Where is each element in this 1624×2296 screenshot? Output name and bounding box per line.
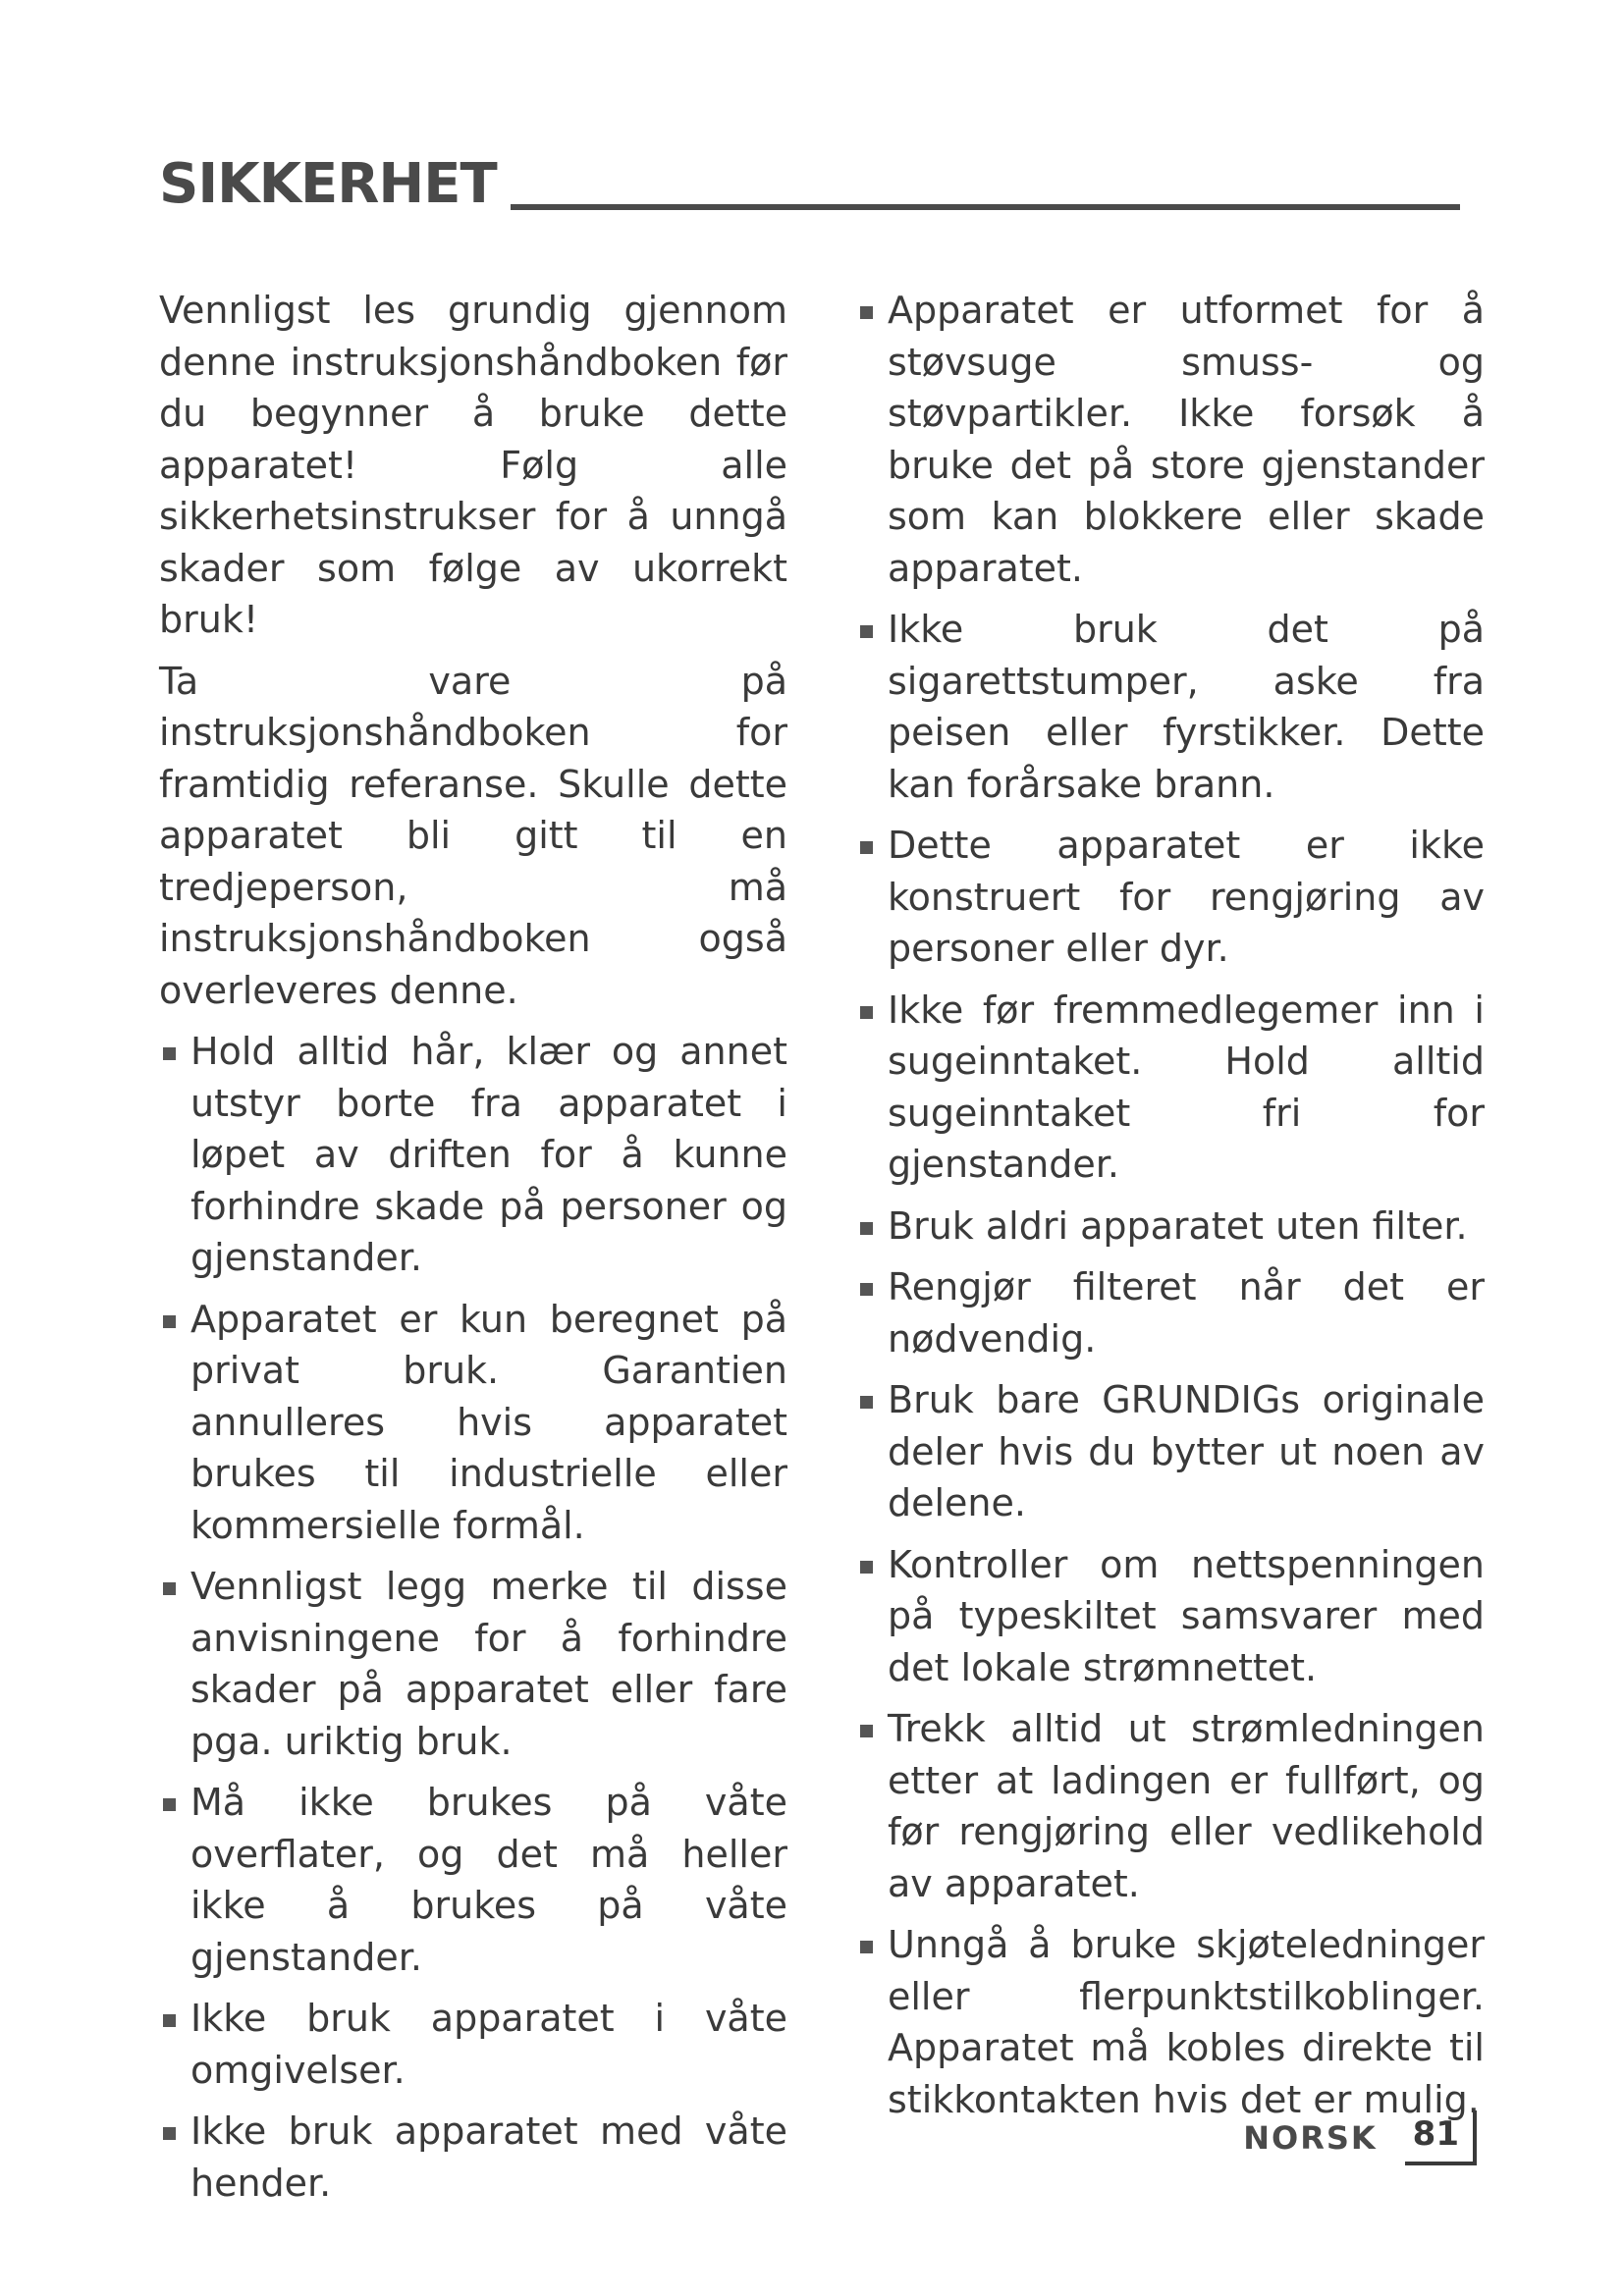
bullet-square-icon bbox=[163, 1315, 176, 1328]
intro-paragraph: Vennligst les grundig gjennom denne instruksjonshåndboken før du begynner å bruke dette apparatet! Følg alle sikkerhetsinstrukser for å unngå skader som følge av ukorrekt bruk! bbox=[159, 289, 787, 641]
list-item-text: Ikke bruk apparatet i våte omgivelser. bbox=[190, 1997, 787, 2092]
bullet-square-icon bbox=[860, 306, 873, 319]
bullet-square-icon bbox=[163, 1582, 176, 1595]
list-item bbox=[856, 820, 1485, 975]
list-item bbox=[159, 1561, 787, 1767]
list-item-text: Unngå å bruke skjøteledninger eller flerpunktstilkoblinger. Apparatet må kobles direkte til stikkontakten hvis det er mulig. bbox=[888, 1923, 1485, 2121]
bullet-square-icon bbox=[860, 1725, 873, 1737]
list-item bbox=[856, 1703, 1485, 1909]
list-item bbox=[159, 2106, 787, 2209]
list-item bbox=[856, 604, 1485, 810]
list-item-text: Vennligst legg merke til disse anvisningene for å forhindre skader på apparatet eller fare pga. uriktig bruk. bbox=[190, 1565, 787, 1763]
page-title: SIKKERHET bbox=[159, 152, 497, 216]
intro-paragraph: Ta vare på instruksjonshåndboken for framtidig referanse. Skulle dette apparatet bli gitt til en tredjeperson, må instruksjonshåndboken også overleveres denne. bbox=[159, 659, 787, 1012]
heading-rule bbox=[511, 204, 1460, 210]
bullet-square-icon bbox=[860, 1561, 873, 1574]
list-item-text: Trekk alltid ut strømledningen etter at ladingen er fullført, og før rengjøring eller vedlikehold av apparatet. bbox=[888, 1707, 1485, 1905]
list-item-text: Bruk bare GRUNDIGs originale deler hvis du bytter ut noen av delene. bbox=[888, 1378, 1485, 1524]
list-item-text: Apparatet er utformet for å støvsuge smuss- og støvpartikler. Ikke forsøk å bruke det på store gjenstander som kan blokkere eller skade apparatet. bbox=[888, 289, 1485, 590]
list-item bbox=[159, 1993, 787, 2096]
list-item bbox=[856, 1919, 1485, 2125]
safety-list-right bbox=[856, 285, 1485, 2125]
footer-language: NORSK bbox=[1243, 2119, 1378, 2158]
list-item-text: Må ikke brukes på våte overflater, og det må heller ikke å brukes på våte gjenstander. bbox=[190, 1781, 787, 1979]
list-item bbox=[159, 1026, 787, 1284]
page-footer bbox=[1243, 2110, 1477, 2165]
list-item-text: Ikke bruk det på sigarettstumper, aske fra peisen eller fyrstikker. Dette kan forårsake brann. bbox=[888, 608, 1485, 806]
safety-list-left bbox=[159, 1026, 787, 2209]
section-heading bbox=[159, 152, 1460, 216]
bullet-square-icon bbox=[163, 1798, 176, 1811]
list-item-text: Ikke før fremmedlegemer inn i sugeinntaket. Hold alltid sugeinntaket fri for gjenstander. bbox=[888, 988, 1485, 1186]
bullet-square-icon bbox=[860, 1222, 873, 1235]
list-item-text: Rengjør filteret når det er nødvendig. bbox=[888, 1265, 1485, 1361]
bullet-square-icon bbox=[860, 1941, 873, 1953]
bullet-square-icon bbox=[860, 841, 873, 854]
page-number: 81 bbox=[1405, 2110, 1477, 2165]
right-column bbox=[856, 285, 1485, 2135]
bullet-square-icon bbox=[860, 1283, 873, 1296]
bullet-square-icon bbox=[163, 2014, 176, 2027]
bullet-square-icon bbox=[163, 2127, 176, 2140]
list-item bbox=[856, 285, 1485, 594]
list-item bbox=[856, 1201, 1485, 1253]
list-item-text: Hold alltid hår, klær og annet utstyr borte fra apparatet i løpet av driften for å kunne forhindre skade på personer og gjenstander. bbox=[190, 1030, 787, 1279]
list-item bbox=[856, 1539, 1485, 1694]
list-item bbox=[159, 1294, 787, 1552]
bullet-square-icon bbox=[163, 1047, 176, 1060]
list-item-text: Apparatet er kun beregnet på privat bruk. Garantien annulleres hvis apparatet brukes til industrielle eller kommersielle formål. bbox=[190, 1297, 787, 1547]
list-item-text: Dette apparatet er ikke konstruert for rengjøring av personer eller dyr. bbox=[888, 824, 1485, 970]
left-column bbox=[159, 285, 787, 2218]
list-item bbox=[159, 1777, 787, 1983]
list-item bbox=[856, 1261, 1485, 1364]
list-item bbox=[856, 1374, 1485, 1529]
bullet-square-icon bbox=[860, 1006, 873, 1019]
list-item-text: Bruk aldri apparatet uten filter. bbox=[888, 1203, 1468, 1248]
list-item-text: Ikke bruk apparatet med våte hender. bbox=[190, 2109, 787, 2205]
bullet-square-icon bbox=[860, 625, 873, 638]
bullet-square-icon bbox=[860, 1396, 873, 1409]
list-item bbox=[856, 985, 1485, 1191]
list-item-text: Kontroller om nettspenningen på typeskiltet samsvarer med det lokale strømnettet. bbox=[888, 1542, 1485, 1689]
